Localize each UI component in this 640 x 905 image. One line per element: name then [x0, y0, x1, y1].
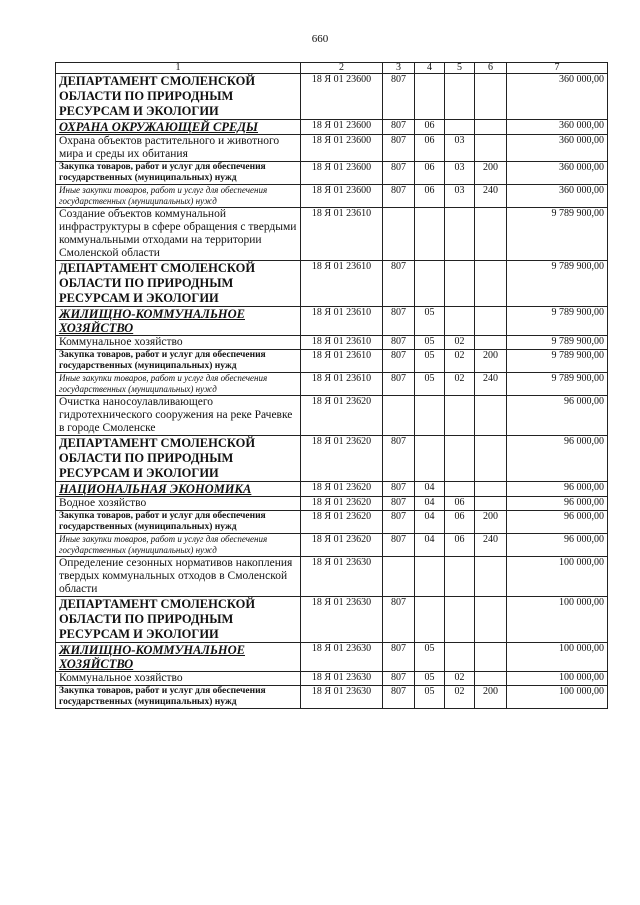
- ministry-code-cell: 807: [383, 162, 415, 185]
- target-code-cell: 18 Я 01 23630: [301, 557, 383, 597]
- amount-cell: 9 789 900,00: [507, 350, 608, 373]
- ministry-code-cell: 807: [383, 497, 415, 511]
- amount-cell: 100 000,00: [507, 597, 608, 643]
- expense-type-cell: 200: [475, 350, 507, 373]
- activity-row: [56, 396, 608, 436]
- subsection-code-cell: [445, 74, 475, 120]
- expense-type-cell: 240: [475, 534, 507, 557]
- subsection-code-cell: [445, 307, 475, 336]
- target-code-cell: 18 Я 01 23600: [301, 120, 383, 135]
- section-row: [56, 482, 608, 497]
- subsection-code-cell: 02: [445, 336, 475, 350]
- item-name-cell: ЖИЛИЩНО-КОММУНАЛЬНОЕ ХОЗЯЙСТВО: [56, 643, 301, 672]
- ministry-code-cell: 807: [383, 261, 415, 307]
- item-name-cell: Коммунальное хозяйство: [56, 672, 301, 686]
- expense-type-cell: [475, 497, 507, 511]
- subsection-code-cell: [445, 557, 475, 597]
- ministry-code-cell: 807: [383, 350, 415, 373]
- procurement-row: [56, 350, 608, 373]
- target-code-cell: 18 Я 01 23620: [301, 436, 383, 482]
- item-name-cell: Коммунальное хозяйство: [56, 336, 301, 350]
- subsection-code-cell: [445, 120, 475, 135]
- target-code-cell: 18 Я 01 23620: [301, 497, 383, 511]
- other-procurement-row: [56, 534, 608, 557]
- ministry-code-cell: [383, 396, 415, 436]
- amount-cell: 96 000,00: [507, 396, 608, 436]
- item-name-cell: ЖИЛИЩНО-КОММУНАЛЬНОЕ ХОЗЯЙСТВО: [56, 307, 301, 336]
- department-row: [56, 74, 608, 120]
- item-name-cell: Определение сезонных нормативов накопления твердых коммунальных отходов в Смоленской области: [56, 557, 301, 597]
- amount-cell: 9 789 900,00: [507, 336, 608, 350]
- target-code-cell: 18 Я 01 23610: [301, 373, 383, 396]
- target-code-cell: 18 Я 01 23610: [301, 208, 383, 261]
- ministry-code-cell: [383, 208, 415, 261]
- subsection-code-cell: 02: [445, 373, 475, 396]
- ministry-code-cell: [383, 557, 415, 597]
- column-header: 4: [415, 63, 445, 74]
- activity-row: [56, 208, 608, 261]
- expense-type-cell: 200: [475, 511, 507, 534]
- column-header-row: [56, 63, 608, 74]
- expense-type-cell: [475, 436, 507, 482]
- ministry-code-cell: 807: [383, 307, 415, 336]
- section-code-cell: 06: [415, 185, 445, 208]
- section-row: [56, 120, 608, 135]
- amount-cell: 96 000,00: [507, 482, 608, 497]
- target-code-cell: 18 Я 01 23600: [301, 135, 383, 162]
- section-code-cell: 05: [415, 373, 445, 396]
- amount-cell: 360 000,00: [507, 185, 608, 208]
- section-code-cell: [415, 396, 445, 436]
- expense-type-cell: [475, 396, 507, 436]
- expense-type-cell: 200: [475, 162, 507, 185]
- section-code-cell: [415, 436, 445, 482]
- item-name-cell: Иные закупки товаров, работ и услуг для обеспечения государственных (муниципальных) нужд: [56, 534, 301, 557]
- subsection-code-cell: [445, 643, 475, 672]
- target-code-cell: 18 Я 01 23600: [301, 162, 383, 185]
- ministry-code-cell: 807: [383, 135, 415, 162]
- ministry-code-cell: 807: [383, 534, 415, 557]
- expense-type-cell: [475, 135, 507, 162]
- target-code-cell: 18 Я 01 23630: [301, 643, 383, 672]
- target-code-cell: 18 Я 01 23610: [301, 307, 383, 336]
- ministry-code-cell: 807: [383, 436, 415, 482]
- section-code-cell: 05: [415, 643, 445, 672]
- target-code-cell: 18 Я 01 23610: [301, 350, 383, 373]
- subsection-code-cell: [445, 396, 475, 436]
- column-header: 2: [301, 63, 383, 74]
- expense-type-cell: [475, 261, 507, 307]
- amount-cell: 96 000,00: [507, 497, 608, 511]
- other-procurement-row: [56, 185, 608, 208]
- section-code-cell: 04: [415, 511, 445, 534]
- amount-cell: 360 000,00: [507, 120, 608, 135]
- expense-type-cell: 240: [475, 185, 507, 208]
- amount-cell: 9 789 900,00: [507, 208, 608, 261]
- department-row: [56, 261, 608, 307]
- ministry-code-cell: 807: [383, 373, 415, 396]
- item-name-cell: Закупка товаров, работ и услуг для обеспечения государственных (муниципальных) нужд: [56, 162, 301, 185]
- expense-type-cell: [475, 120, 507, 135]
- column-header: 7: [507, 63, 608, 74]
- column-header: 3: [383, 63, 415, 74]
- ministry-code-cell: 807: [383, 686, 415, 709]
- amount-cell: 96 000,00: [507, 511, 608, 534]
- column-header: 1: [56, 63, 301, 74]
- ministry-code-cell: 807: [383, 511, 415, 534]
- section-row: [56, 643, 608, 672]
- target-code-cell: 18 Я 01 23620: [301, 396, 383, 436]
- subsection-code-cell: [445, 436, 475, 482]
- item-name-cell: Иные закупки товаров, работ и услуг для обеспечения государственных (муниципальных) нужд: [56, 185, 301, 208]
- expense-type-cell: [475, 643, 507, 672]
- item-name-cell: Очистка наносоулавливающего гидротехнического сооружения на реке Рачевке в городе Смоленске: [56, 396, 301, 436]
- procurement-row: [56, 686, 608, 709]
- target-code-cell: 18 Я 01 23610: [301, 261, 383, 307]
- budget-table: [55, 62, 608, 709]
- department-row: [56, 597, 608, 643]
- section-code-cell: [415, 557, 445, 597]
- target-code-cell: 18 Я 01 23620: [301, 511, 383, 534]
- item-name-cell: Водное хозяйство: [56, 497, 301, 511]
- ministry-code-cell: 807: [383, 120, 415, 135]
- procurement-row: [56, 511, 608, 534]
- expense-type-cell: [475, 597, 507, 643]
- target-code-cell: 18 Я 01 23630: [301, 597, 383, 643]
- section-code-cell: 05: [415, 350, 445, 373]
- subsection-code-cell: 03: [445, 135, 475, 162]
- subsection-code-cell: 02: [445, 350, 475, 373]
- section-code-cell: [415, 597, 445, 643]
- item-name-cell: Закупка товаров, работ и услуг для обеспечения государственных (муниципальных) нужд: [56, 511, 301, 534]
- expense-type-cell: [475, 557, 507, 597]
- target-code-cell: 18 Я 01 23620: [301, 534, 383, 557]
- item-name-cell: ОХРАНА ОКРУЖАЮЩЕЙ СРЕДЫ: [56, 120, 301, 135]
- subsection-code-cell: 06: [445, 497, 475, 511]
- other-procurement-row: [56, 373, 608, 396]
- subsection-code-cell: 03: [445, 185, 475, 208]
- expense-type-cell: 240: [475, 373, 507, 396]
- department-row: [56, 436, 608, 482]
- item-name-cell: ДЕПАРТАМЕНТ СМОЛЕНСКОЙ ОБЛАСТИ ПО ПРИРОДНЫМ РЕСУРСАМ И ЭКОЛОГИИ: [56, 597, 301, 643]
- expense-type-cell: [475, 336, 507, 350]
- section-code-cell: 05: [415, 686, 445, 709]
- expense-type-cell: [475, 74, 507, 120]
- item-name-cell: Закупка товаров, работ и услуг для обеспечения государственных (муниципальных) нужд: [56, 686, 301, 709]
- ministry-code-cell: 807: [383, 482, 415, 497]
- expense-type-cell: [475, 307, 507, 336]
- expense-type-cell: [475, 208, 507, 261]
- subsection-code-cell: 03: [445, 162, 475, 185]
- ministry-code-cell: 807: [383, 643, 415, 672]
- target-code-cell: 18 Я 01 23610: [301, 336, 383, 350]
- item-name-cell: Иные закупки товаров, работ и услуг для обеспечения государственных (муниципальных) нужд: [56, 373, 301, 396]
- amount-cell: 100 000,00: [507, 557, 608, 597]
- item-name-cell: НАЦИОНАЛЬНАЯ ЭКОНОМИКА: [56, 482, 301, 497]
- section-row: [56, 307, 608, 336]
- activity-row: [56, 557, 608, 597]
- target-code-cell: 18 Я 01 23600: [301, 74, 383, 120]
- amount-cell: 360 000,00: [507, 135, 608, 162]
- amount-cell: 96 000,00: [507, 436, 608, 482]
- target-code-cell: 18 Я 01 23630: [301, 672, 383, 686]
- section-code-cell: 05: [415, 672, 445, 686]
- amount-cell: 100 000,00: [507, 643, 608, 672]
- subsection-code-cell: [445, 597, 475, 643]
- subsection-code-cell: 02: [445, 686, 475, 709]
- subsection-row: [56, 135, 608, 162]
- section-code-cell: 06: [415, 162, 445, 185]
- ministry-code-cell: 807: [383, 185, 415, 208]
- section-code-cell: 06: [415, 135, 445, 162]
- section-code-cell: 06: [415, 120, 445, 135]
- amount-cell: 100 000,00: [507, 672, 608, 686]
- ministry-code-cell: 807: [383, 597, 415, 643]
- section-code-cell: 05: [415, 336, 445, 350]
- section-code-cell: 04: [415, 534, 445, 557]
- amount-cell: 9 789 900,00: [507, 373, 608, 396]
- section-code-cell: [415, 74, 445, 120]
- section-code-cell: 04: [415, 497, 445, 511]
- section-code-cell: 05: [415, 307, 445, 336]
- amount-cell: 100 000,00: [507, 686, 608, 709]
- item-name-cell: ДЕПАРТАМЕНТ СМОЛЕНСКОЙ ОБЛАСТИ ПО ПРИРОДНЫМ РЕСУРСАМ И ЭКОЛОГИИ: [56, 261, 301, 307]
- expense-type-cell: 200: [475, 686, 507, 709]
- section-code-cell: 04: [415, 482, 445, 497]
- item-name-cell: Создание объектов коммунальной инфраструктуры в сфере обращения с твердыми коммунальными отходами на территории Смоленской области: [56, 208, 301, 261]
- subsection-code-cell: 02: [445, 672, 475, 686]
- section-code-cell: [415, 261, 445, 307]
- target-code-cell: 18 Я 01 23620: [301, 482, 383, 497]
- item-name-cell: ДЕПАРТАМЕНТ СМОЛЕНСКОЙ ОБЛАСТИ ПО ПРИРОДНЫМ РЕСУРСАМ И ЭКОЛОГИИ: [56, 436, 301, 482]
- section-code-cell: [415, 208, 445, 261]
- subsection-row: [56, 336, 608, 350]
- ministry-code-cell: 807: [383, 74, 415, 120]
- subsection-code-cell: 06: [445, 511, 475, 534]
- amount-cell: 360 000,00: [507, 74, 608, 120]
- item-name-cell: ДЕПАРТАМЕНТ СМОЛЕНСКОЙ ОБЛАСТИ ПО ПРИРОДНЫМ РЕСУРСАМ И ЭКОЛОГИИ: [56, 74, 301, 120]
- target-code-cell: 18 Я 01 23630: [301, 686, 383, 709]
- subsection-row: [56, 672, 608, 686]
- expense-type-cell: [475, 482, 507, 497]
- column-header: 6: [475, 63, 507, 74]
- subsection-row: [56, 497, 608, 511]
- amount-cell: 96 000,00: [507, 534, 608, 557]
- subsection-code-cell: [445, 208, 475, 261]
- subsection-code-cell: 06: [445, 534, 475, 557]
- target-code-cell: 18 Я 01 23600: [301, 185, 383, 208]
- subsection-code-cell: [445, 482, 475, 497]
- page-number: 660: [311, 33, 329, 45]
- item-name-cell: Закупка товаров, работ и услуг для обеспечения государственных (муниципальных) нужд: [56, 350, 301, 373]
- amount-cell: 9 789 900,00: [507, 261, 608, 307]
- amount-cell: 360 000,00: [507, 162, 608, 185]
- column-header: 5: [445, 63, 475, 74]
- expense-type-cell: [475, 672, 507, 686]
- subsection-code-cell: [445, 261, 475, 307]
- amount-cell: 9 789 900,00: [507, 307, 608, 336]
- procurement-row: [56, 162, 608, 185]
- ministry-code-cell: 807: [383, 336, 415, 350]
- item-name-cell: Охрана объектов растительного и животного мира и среды их обитания: [56, 135, 301, 162]
- ministry-code-cell: 807: [383, 672, 415, 686]
